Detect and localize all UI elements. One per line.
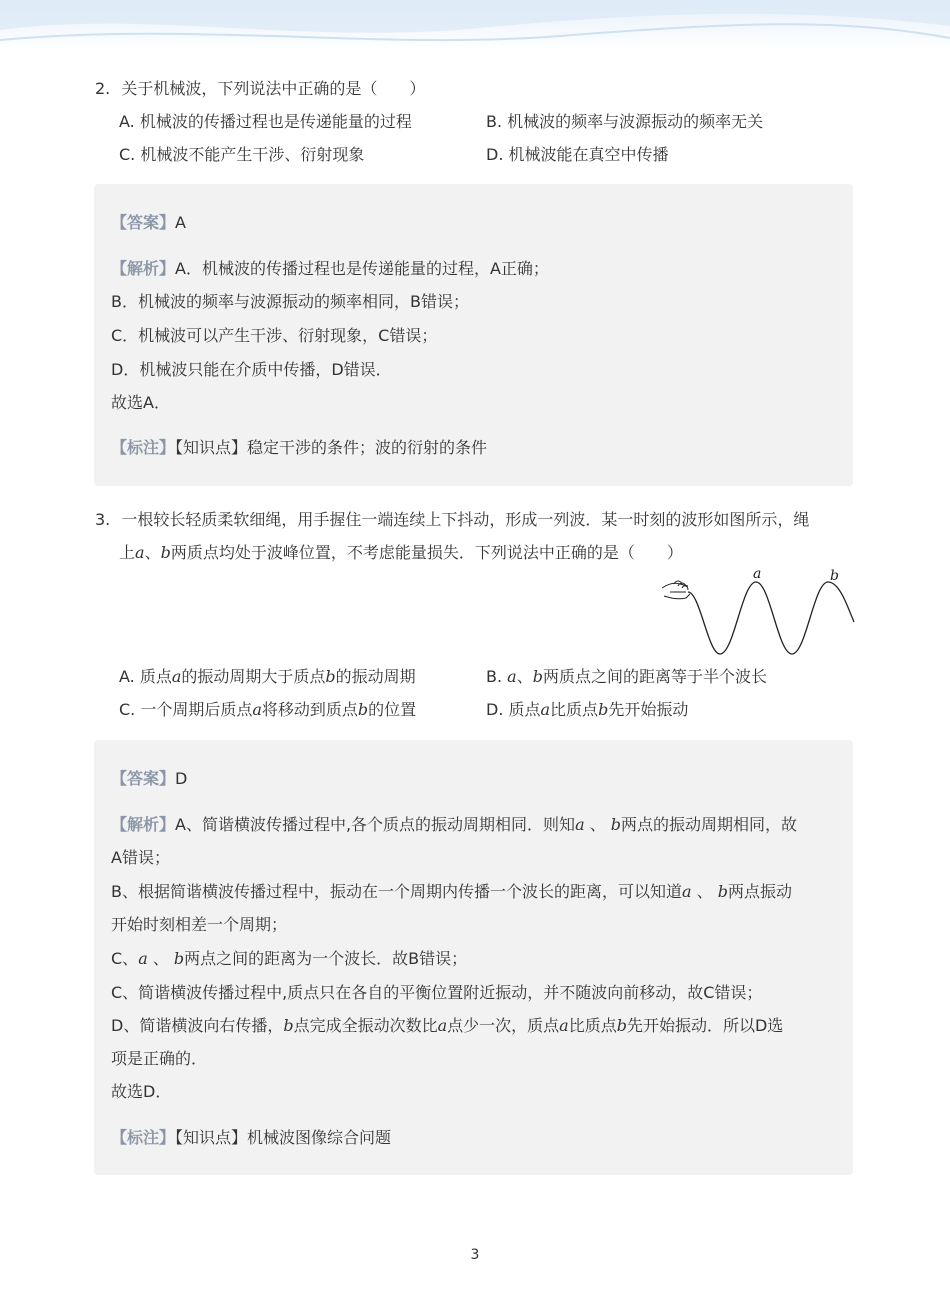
var-b: b [173,949,185,968]
analysis-line [111,812,797,835]
question-text: 关于机械波，下列说法中正确的是（ ） [121,79,426,98]
var-a: a [437,1016,448,1035]
var-a: a [681,882,692,901]
text: 、 [144,543,161,562]
question-2-stem [95,76,425,99]
analysis-line: 故选D． [111,1082,172,1101]
text: 的振动周期大于质点 [181,667,326,686]
q3-solution-box [94,740,853,1175]
hand-icon [662,581,690,599]
text: 的振动周期 [335,667,416,686]
var-a: a [540,700,551,719]
text: B、根据简谐横波传播过程中，振动在一个周期内传播一个波长的距离，可以知道 [111,882,682,901]
label-a: a [753,566,762,582]
var-a: a [135,543,145,562]
answer-tag: 【答案】 [111,769,176,788]
analysis-line: D．机械波只能在介质中传播，D错误． [111,360,392,379]
var-b: b [616,1016,627,1035]
question-3-stem [95,507,809,530]
analysis-line [111,1013,783,1036]
analysis-line: 项是正确的． [111,1049,208,1068]
text: 的位置 [368,700,417,719]
analysis-line: A错误； [111,848,170,867]
analysis-line: C、简谐横波传播过程中,质点只在各自的平衡位置附近振动，并不随波向前移动，故C错误； [111,983,763,1002]
note-tag: 【标注】 [111,1128,176,1147]
var-a: a [171,667,182,686]
question-3-stem-line2 [119,540,683,563]
text: 两质点均处于波峰位置，不考虑能量损失．下列说法中正确的是（ ） [170,543,683,562]
var-b: b [532,667,543,686]
analysis-line: C．机械波可以产生干涉、衍射现象，C错误； [111,326,438,345]
option-a [119,664,416,687]
answer-line [111,210,186,233]
note-text: 【知识点】稳定干涉的条件；波的衍射的条件 [175,438,488,457]
var-b: b [717,882,728,901]
note-text: 【知识点】机械波图像综合问题 [175,1128,392,1147]
text: C. 一个周期后质点 [119,700,253,719]
text: A、简谐横波传播过程中,各个质点的振动周期相同．则知 [175,815,576,834]
var-b: b [357,700,369,719]
text: 两点的振动周期相同，故 [621,815,798,834]
q2-solution-box [94,184,853,486]
var-a: a [252,700,262,719]
var-b: b [160,543,171,562]
text: 将移动到质点 [261,700,358,719]
text: 两质点之间的距离等于半个波长 [542,667,767,686]
text: D. 质点 [486,700,541,719]
option-c: C. 机械波不能产生干涉、衍射现象 [119,145,365,164]
option-d [486,697,688,720]
var-a: a [138,949,148,968]
text: 、 [516,667,533,686]
answer-value: D [175,769,188,788]
var-a: a [575,815,585,834]
text: 比质点 [568,1016,617,1035]
wave-figure [660,562,856,660]
text: 、 [584,815,611,834]
page-number: 3 [470,1247,480,1263]
text: C、 [111,949,139,968]
analysis-tag: 【解析】 [111,815,176,834]
note-line [111,435,487,458]
wave-decoration [0,0,950,50]
text: 两点振动 [727,882,792,901]
question-text: 一根较长轻质柔软细绳，用手握住一端连续上下抖动，形成一列波．某一时刻的波形如图所示，绳 [121,510,810,529]
analysis-line: 故选A． [111,393,170,412]
text: 比质点 [550,700,599,719]
text: 、 [147,949,174,968]
text: 上 [119,543,136,562]
var-b: b [283,1016,294,1035]
analysis-line [111,946,467,969]
text: D、简谐横波向右传播， [111,1016,284,1035]
analysis-line: B．机械波的频率与波源振动的频率相同，B错误； [111,292,469,311]
text: 、 [691,882,718,901]
note-line [111,1125,391,1148]
answer-line [111,766,187,789]
var-a: a [559,1016,569,1035]
text: 点完成全振动次数比 [293,1016,438,1035]
text: 先开始振动．所以D选 [626,1016,784,1035]
analysis-tag: 【解析】 [111,259,176,278]
question-number: 3. [95,510,111,529]
option-a: A. 机械波的传播过程也是传递能量的过程 [119,112,412,131]
analysis-line [111,256,549,279]
answer-tag: 【答案】 [111,213,176,232]
text: A. 质点 [119,667,172,686]
option-d: D. 机械波能在真空中传播 [486,145,669,164]
answer-value: A [175,213,186,232]
option-c [119,697,416,720]
analysis-line [111,879,792,902]
text: 点少一次，质点 [447,1016,560,1035]
text: 两点之间的距离为一个波长．故B错误； [184,949,468,968]
var-b: b [610,815,622,834]
note-tag: 【标注】 [111,438,176,457]
text: B. [486,667,508,686]
label-b: b [830,568,839,584]
header-decoration [0,0,950,50]
option-b [486,664,767,687]
option-b: B. 机械波的频率与波源振动的频率无关 [486,112,764,131]
question-number: 2. [95,79,111,98]
analysis-text: A．机械波的传播过程也是传递能量的过程，A正确； [175,259,549,278]
text: 先开始振动 [608,700,689,719]
rope-wave [688,582,854,654]
var-b: b [325,667,336,686]
var-b: b [598,700,609,719]
var-a: a [507,667,517,686]
analysis-line: 开始时刻相差一个周期； [111,915,288,934]
